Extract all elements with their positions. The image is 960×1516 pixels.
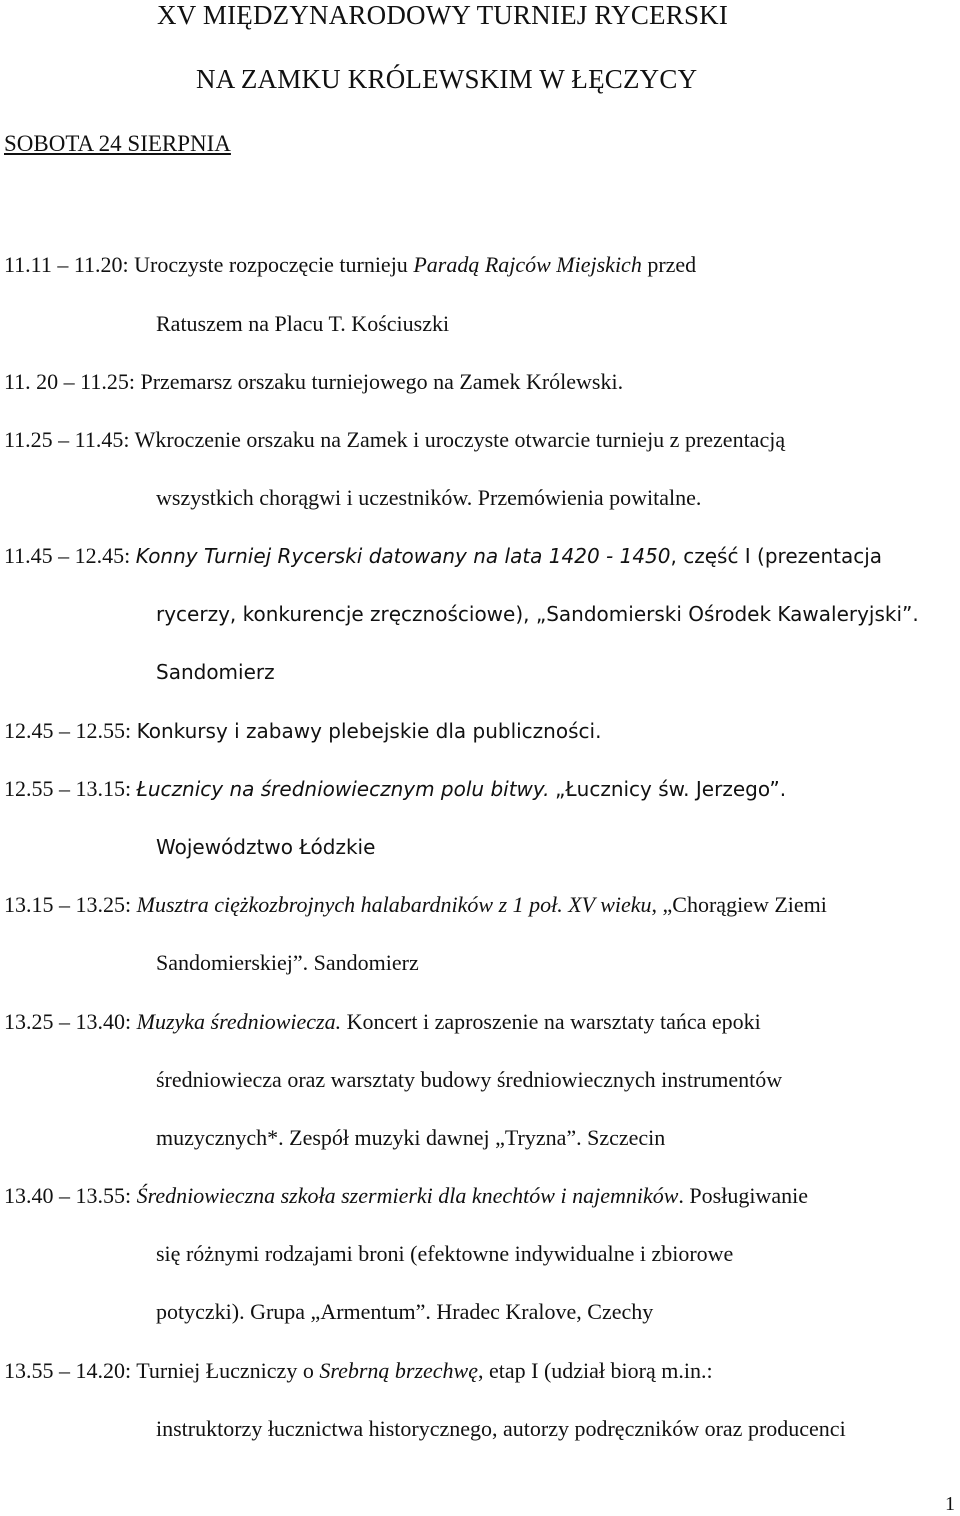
entry-text: „Łucznicy św. Jerzego”. — [555, 777, 787, 801]
entry-time: 11.25 – 11.45: — [4, 427, 130, 452]
schedule-entry — [4, 252, 696, 278]
entry-time: 13.25 – 13.40: — [4, 1009, 132, 1034]
schedule-entry-continuation: instruktorzy łucznictwa historycznego, autorzy podręczników oraz producenci — [156, 1416, 846, 1441]
entry-text: Wkroczenie orszaku na Zamek i uroczyste otwarcie turnieju z prezentacją — [134, 427, 786, 452]
entry-time: 13.15 – 13.25: — [4, 892, 132, 917]
schedule-entry-continuation: średniowiecza oraz warsztaty budowy średniowiecznych instrumentów — [156, 1067, 783, 1092]
entry-time: 11.11 – 11.20: — [4, 252, 129, 277]
entry-text: , „Chorągiew Ziemi — [651, 892, 827, 917]
entry-time: 13.40 – 13.55: — [4, 1183, 132, 1208]
entry-text-italic: Paradą Rajców Miejskich — [413, 252, 642, 277]
entry-text: Koncert i zaproszenie na warsztaty tańca epoki — [346, 1009, 761, 1034]
entry-text-italic: Średniowieczna szkoła szermierki dla knechtów i najemników — [136, 1183, 679, 1208]
schedule-entry-continuation: się różnymi rodzajami broni (efektowne indywidualne i zbiorowe — [156, 1241, 734, 1266]
entry-text-italic: Musztra ciężkozbrojnych halabardników z 1 poł. XV wieku — [136, 892, 652, 917]
schedule-entry — [4, 1009, 761, 1035]
entry-text: , etap I (udział biorą m.in.: — [478, 1358, 713, 1383]
schedule-entry-continuation: Ratuszem na Placu T. Kościuszki — [156, 311, 450, 336]
entry-text-italic: Srebrną brzechwę — [319, 1358, 478, 1383]
entry-text: , część I (prezentacja — [670, 544, 883, 568]
entry-text: przed — [647, 252, 697, 277]
schedule-entry — [4, 543, 882, 569]
schedule-entry — [4, 718, 601, 744]
entry-text: Konkursy i zabawy plebejskie dla publiczności. — [136, 719, 602, 743]
entry-text: Uroczyste rozpoczęcie turnieju — [134, 252, 408, 277]
entry-time: 11.45 – 12.45: — [4, 543, 131, 568]
schedule-entry — [4, 427, 785, 453]
schedule-entry-continuation: Sandomierz — [156, 660, 275, 684]
schedule-entry-continuation: wszystkich chorągwi i uczestników. Przemówienia powitalne. — [156, 485, 702, 510]
event-title-line-1: XV MIĘDZYNARODOWY TURNIEJ RYCERSKI — [157, 0, 729, 30]
schedule-entry — [4, 1358, 713, 1384]
schedule-entry-continuation: rycerzy, konkurencje zręcznościowe), „Sandomierski Ośrodek Kawaleryjski”. — [156, 602, 919, 626]
entry-text: . Posługiwanie — [678, 1183, 808, 1208]
entry-time: 11. 20 – 11.25: — [4, 369, 135, 394]
entry-text-italic: Konny Turniej Rycerski datowany na lata 1420 - 1450 — [135, 544, 671, 568]
entry-time: 12.55 – 13.15: — [4, 776, 132, 801]
event-title-line-2: NA ZAMKU KRÓLEWSKIM W ŁĘCZYCY — [196, 64, 698, 94]
schedule-entry — [4, 776, 786, 802]
schedule-entry-continuation: muzycznych*. Zespół muzyki dawnej „Tryzna”. Szczecin — [156, 1125, 666, 1150]
schedule-entry-continuation: Sandomierskiej”. Sandomierz — [156, 950, 419, 975]
entry-time: 12.45 – 12.55: — [4, 718, 132, 743]
schedule-entry-continuation: Województwo Łódzkie — [156, 835, 376, 859]
entry-time: 13.55 – 14.20: — [4, 1358, 132, 1383]
entry-text-italic: Muzyka średniowiecza. — [136, 1009, 342, 1034]
schedule-entry — [4, 1183, 808, 1209]
date-heading: SOBOTA 24 SIERPNIA — [4, 131, 231, 156]
schedule-entry — [4, 369, 623, 395]
page-number: 1 — [945, 1493, 955, 1515]
entry-text: Turniej Łuczniczy o — [136, 1358, 314, 1383]
schedule-entry-continuation: potyczki). Grupa „Armentum”. Hradec Kralove, Czechy — [156, 1299, 654, 1324]
schedule-entry — [4, 892, 827, 918]
entry-text: Przemarsz orszaku turniejowego na Zamek Królewski. — [140, 369, 624, 394]
entry-text-italic: Łucznicy na średniowiecznym polu bitwy. — [136, 777, 550, 801]
